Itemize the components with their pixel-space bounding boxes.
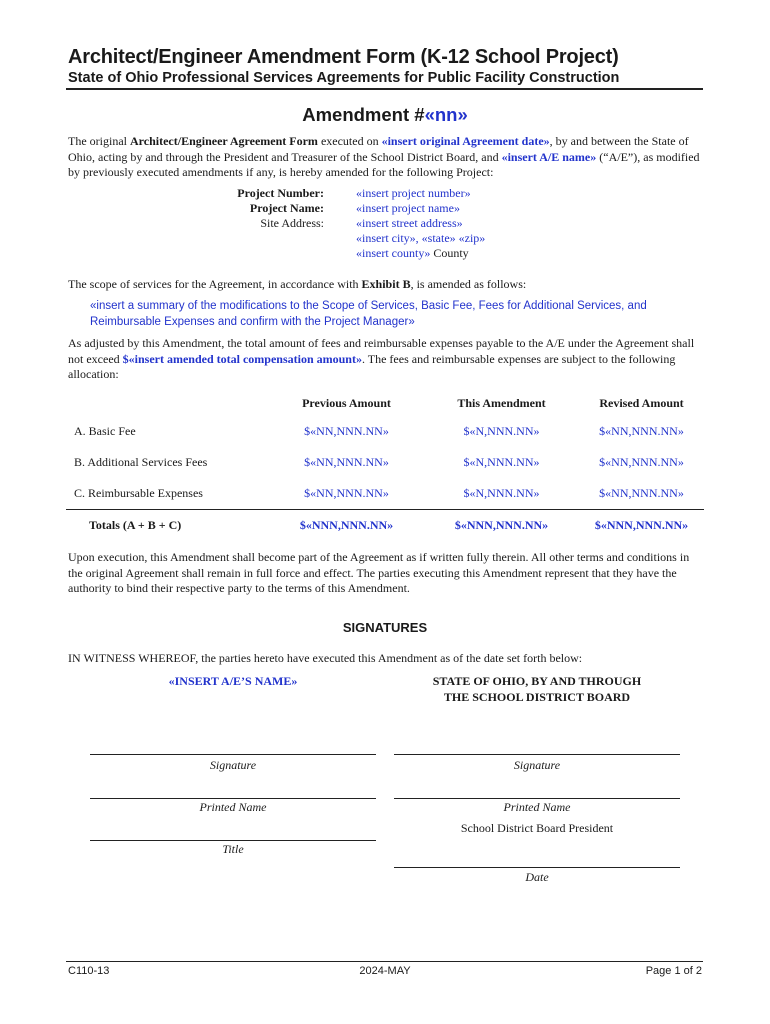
reimbursable-previous-field[interactable]: $«NN,NNN.NN» — [304, 486, 389, 500]
totals-revised-field[interactable]: $«NNN,NNN.NN» — [579, 510, 704, 542]
allocation-header-row — [66, 396, 704, 416]
footer-revision: 2024-MAY — [359, 965, 411, 977]
basic-fee-revised-field[interactable]: $«NN,NNN.NN» — [599, 424, 684, 438]
amendment-heading — [0, 104, 770, 126]
basic-fee-previous-field[interactable]: $«NN,NNN.NN» — [304, 424, 389, 438]
form-title: Architect/Engineer Amendment Form (K-12 School Project) — [68, 46, 619, 68]
board-printed-name-line[interactable] — [394, 798, 680, 799]
county-field[interactable]: «insert county» — [356, 246, 431, 260]
header-this-amendment: This Amendment — [457, 396, 546, 410]
adjust-text-2: . The fees and reimbursable expenses are subject to the following allocation: — [68, 351, 676, 381]
adjustment-paragraph — [68, 336, 704, 383]
header-previous-amount: Previous Amount — [302, 396, 391, 410]
board-signature-caption: Signature — [513, 758, 561, 772]
county-line — [356, 246, 485, 261]
reimbursable-this-field[interactable]: $«N,NNN.NN» — [463, 486, 540, 500]
project-number-field[interactable]: «insert project number» — [356, 186, 471, 200]
project-labels — [0, 186, 324, 231]
additional-services-previous-field[interactable]: $«NN,NNN.NN» — [304, 455, 389, 469]
table-row — [66, 478, 704, 510]
totals-row — [66, 510, 704, 542]
board-signature-line[interactable] — [394, 754, 680, 755]
intro-paragraph — [68, 134, 704, 181]
row-label-basic-fee: A. Basic Fee — [74, 424, 136, 438]
witness-statement: IN WITNESS WHEREOF, the parties hereto have executed this Amendment as of the date set forth below: — [68, 651, 583, 665]
ae-title-caption: Title — [222, 842, 244, 856]
board-date-caption: Date — [525, 870, 549, 884]
street-address-field[interactable]: «insert street address» — [356, 216, 463, 230]
board-president-label: School District Board President — [460, 821, 614, 835]
basic-fee-this-field[interactable]: $«N,NNN.NN» — [463, 424, 540, 438]
ae-signature-line[interactable] — [90, 754, 376, 755]
amendment-number-field[interactable]: «nn» — [424, 104, 468, 125]
additional-services-revised-field[interactable]: $«NN,NNN.NN» — [599, 455, 684, 469]
project-name-label: Project Name: — [249, 201, 324, 215]
reimbursable-revised-field[interactable]: $«NN,NNN.NN» — [599, 486, 684, 500]
project-values — [356, 186, 485, 261]
intro-text-3: , by and between the State of Ohio, acting by and through the President and Treasurer of the School District Board, and — [68, 134, 689, 164]
row-label-reimbursable: C. Reimbursable Expenses — [74, 486, 203, 500]
project-name-field[interactable]: «insert project name» — [356, 201, 460, 215]
scope-summary-field[interactable]: «insert a summary of the modifications to the Scope of Services, Basic Fee, Fees for Additional Services, and Reimbursable Expenses and confirm with the Project Manager» — [90, 300, 647, 328]
agreement-date-field[interactable]: «insert original Agreement date» — [381, 134, 550, 148]
site-address-label: Site Address: — [260, 216, 324, 230]
state-party-line-2: THE SCHOOL DISTRICT BOARD — [443, 689, 631, 704]
execution-paragraph: Upon execution, this Amendment shall become part of the Agreement as if written fully therein. All other terms and conditions in the original Agreement shall remain in full force and effect. The parties executing this Amendment represent that they have the authority to bind their respective party to the terms of this Amendment. — [68, 550, 690, 595]
ae-title-line[interactable] — [90, 840, 376, 841]
header-revised-amount: Revised Amount — [599, 396, 684, 410]
header-divider — [66, 88, 703, 90]
intro-text-1: The original — [68, 134, 130, 148]
amendment-prefix: Amendment # — [302, 104, 425, 125]
row-label-additional-services: B. Additional Services Fees — [74, 455, 208, 469]
ae-signature-caption: Signature — [209, 758, 257, 772]
scope-text-2: , is amended as follows: — [410, 277, 527, 291]
agreement-form-name: Architect/Engineer Agreement Form — [129, 134, 318, 148]
table-row — [66, 447, 704, 478]
ae-printed-name-caption: Printed Name — [199, 800, 267, 814]
board-date-line[interactable] — [394, 867, 680, 868]
scope-paragraph — [68, 277, 704, 293]
county-suffix: County — [430, 246, 469, 260]
additional-services-this-field[interactable]: $«N,NNN.NN» — [463, 455, 540, 469]
state-party-name — [394, 674, 680, 705]
totals-previous-field[interactable]: $«NNN,NNN.NN» — [269, 510, 424, 542]
project-number-label: Project Number: — [237, 186, 324, 200]
allocation-table — [66, 396, 704, 541]
exhibit-reference: Exhibit B — [361, 277, 411, 291]
footer-divider — [66, 961, 703, 962]
ae-name-field[interactable]: «insert A/E name» — [501, 149, 597, 164]
intro-text-2: executed on — [317, 134, 382, 148]
city-state-zip-field[interactable]: «insert city», «state» «zip» — [356, 231, 486, 245]
adjust-text-1: As adjusted by this Amendment, the total amount of fees and reimbursable expenses payable to the A/E under the Agreement shall not exceed — [68, 336, 695, 366]
totals-this-field[interactable]: $«NNN,NNN.NN» — [424, 510, 579, 542]
totals-label: Totals (A + B + C) — [66, 510, 269, 542]
signatures-heading: SIGNATURES — [342, 620, 428, 635]
ae-party-name-field[interactable]: «INSERT A/E’S NAME» — [168, 674, 298, 688]
ae-printed-name-line[interactable] — [90, 798, 376, 799]
board-printed-name-caption: Printed Name — [503, 800, 571, 814]
total-compensation-field[interactable]: $«insert amended total compensation amount» — [122, 351, 362, 366]
intro-text-4: (“A/E”), as modified by previously executed amendments if any, is hereby amended for the following Project: — [68, 149, 700, 179]
footer-form-code: C110-13 — [68, 965, 110, 977]
scope-text-1: The scope of services for the Agreement, in accordance with — [68, 277, 362, 291]
header-blank — [66, 396, 269, 416]
table-row — [66, 416, 704, 447]
state-party-line-1: STATE OF OHIO, BY AND THROUGH — [432, 674, 642, 688]
form-subtitle: State of Ohio Professional Services Agreements for Public Facility Construction — [68, 70, 620, 86]
footer-page-number: Page 1 of 2 — [645, 965, 702, 977]
